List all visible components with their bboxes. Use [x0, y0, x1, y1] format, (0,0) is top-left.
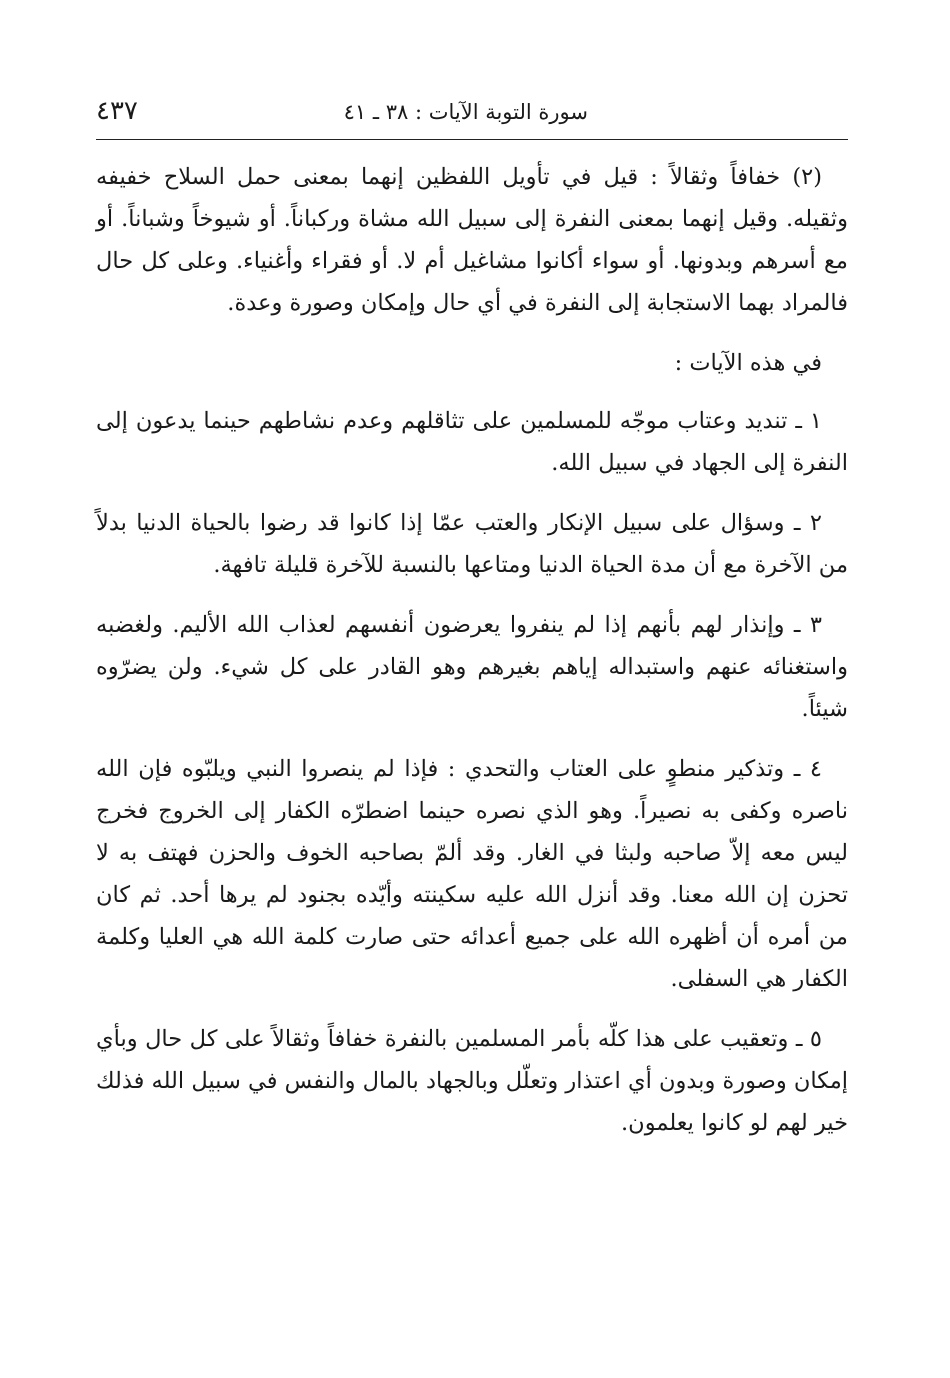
point-paragraph-1: ١ ـ تنديد وعتاب موجّه للمسلمين على تثاقلهم وعدم نشاطهم حينما يدعون إلى النفرة إلى الجهاد في سبيل الله. [96, 408, 848, 476]
running-header [96, 96, 848, 140]
point-paragraph-4: ٤ ـ وتذكير منطوٍ على العتاب والتحدي : فإذا لم ينصروا النبي ويلبّوه فإن الله ناصره وكفى به نصيراً. وهو الذي نصره حينما اضطرّه الكفار إلى الخروج فخرج ليس معه إلاّ صاحبه ولبثا في الغار. وقد ألمّ بصاحبه الخوف والحزن فهتف به لا تحزن إن الله معنا. وقد أنزل الله عليه سكينته وأيّده بجنود لم يرها أحد. ثم كان من أمره أن أظهره الله على جميع أعدائه حتى صارت كلمة الله هي العليا وكلمة الكفار هي السفلى. [96, 756, 848, 992]
page-body [96, 156, 848, 1162]
header-divider [96, 139, 848, 140]
point-paragraph-2: ٢ ـ وسؤال على سبيل الإنكار والعتب عمّا إذا كانوا قد رضوا بالحياة الدنيا بدلاً من الآخرة مع أن مدة الحياة الدنيا ومتاعها بالنسبة للآخرة قليلة تافهة. [96, 510, 848, 578]
point-paragraph-5: ٥ ـ وتعقيب على هذا كلّه بأمر المسلمين بالنفرة خفافاً وثقالاً على كل حال وبأي إمكان وصورة وبدون أي اعتذار وتعلّل وبالجهاد بالمال والنفس في سبيل الله فذلك خير لهم لو كانوا يعلمون. [96, 1026, 848, 1136]
section-heading: في هذه الآيات : [674, 350, 822, 376]
footnote-paragraph: (٢) خفافاً وثقالاً : قيل في تأويل اللفظين إنهما بمعنى حمل السلاح خفيفه وثقيله. وقيل إنهما بمعنى النفرة إلى سبيل الله مشاة وركباناً. أو شيوخاً وشباناً. أو مع أسرهم وبدونها. أو سواء أكانوا مشاغيل أم لا. أو فقراء وأغنياء. وعلى كل حال فالمراد بهما الاستجابة إلى النفرة في أي حال وإمكان وصورة وعدة. [96, 164, 848, 316]
page-number: ٤٣٧ [96, 96, 138, 126]
chapter-title: سورة التوبة الآيات : ٣٨ ـ ٤١ [343, 100, 588, 124]
point-paragraph-3: ٣ ـ وإنذار لهم بأنهم إذا لم ينفروا يعرضون أنفسهم لعذاب الله الأليم. ولغضبه واستغنائه عنهم واستبداله إياهم بغيرهم وهو القادر على كل شيء. ولن يضرّوه شيئاً. [96, 612, 848, 722]
